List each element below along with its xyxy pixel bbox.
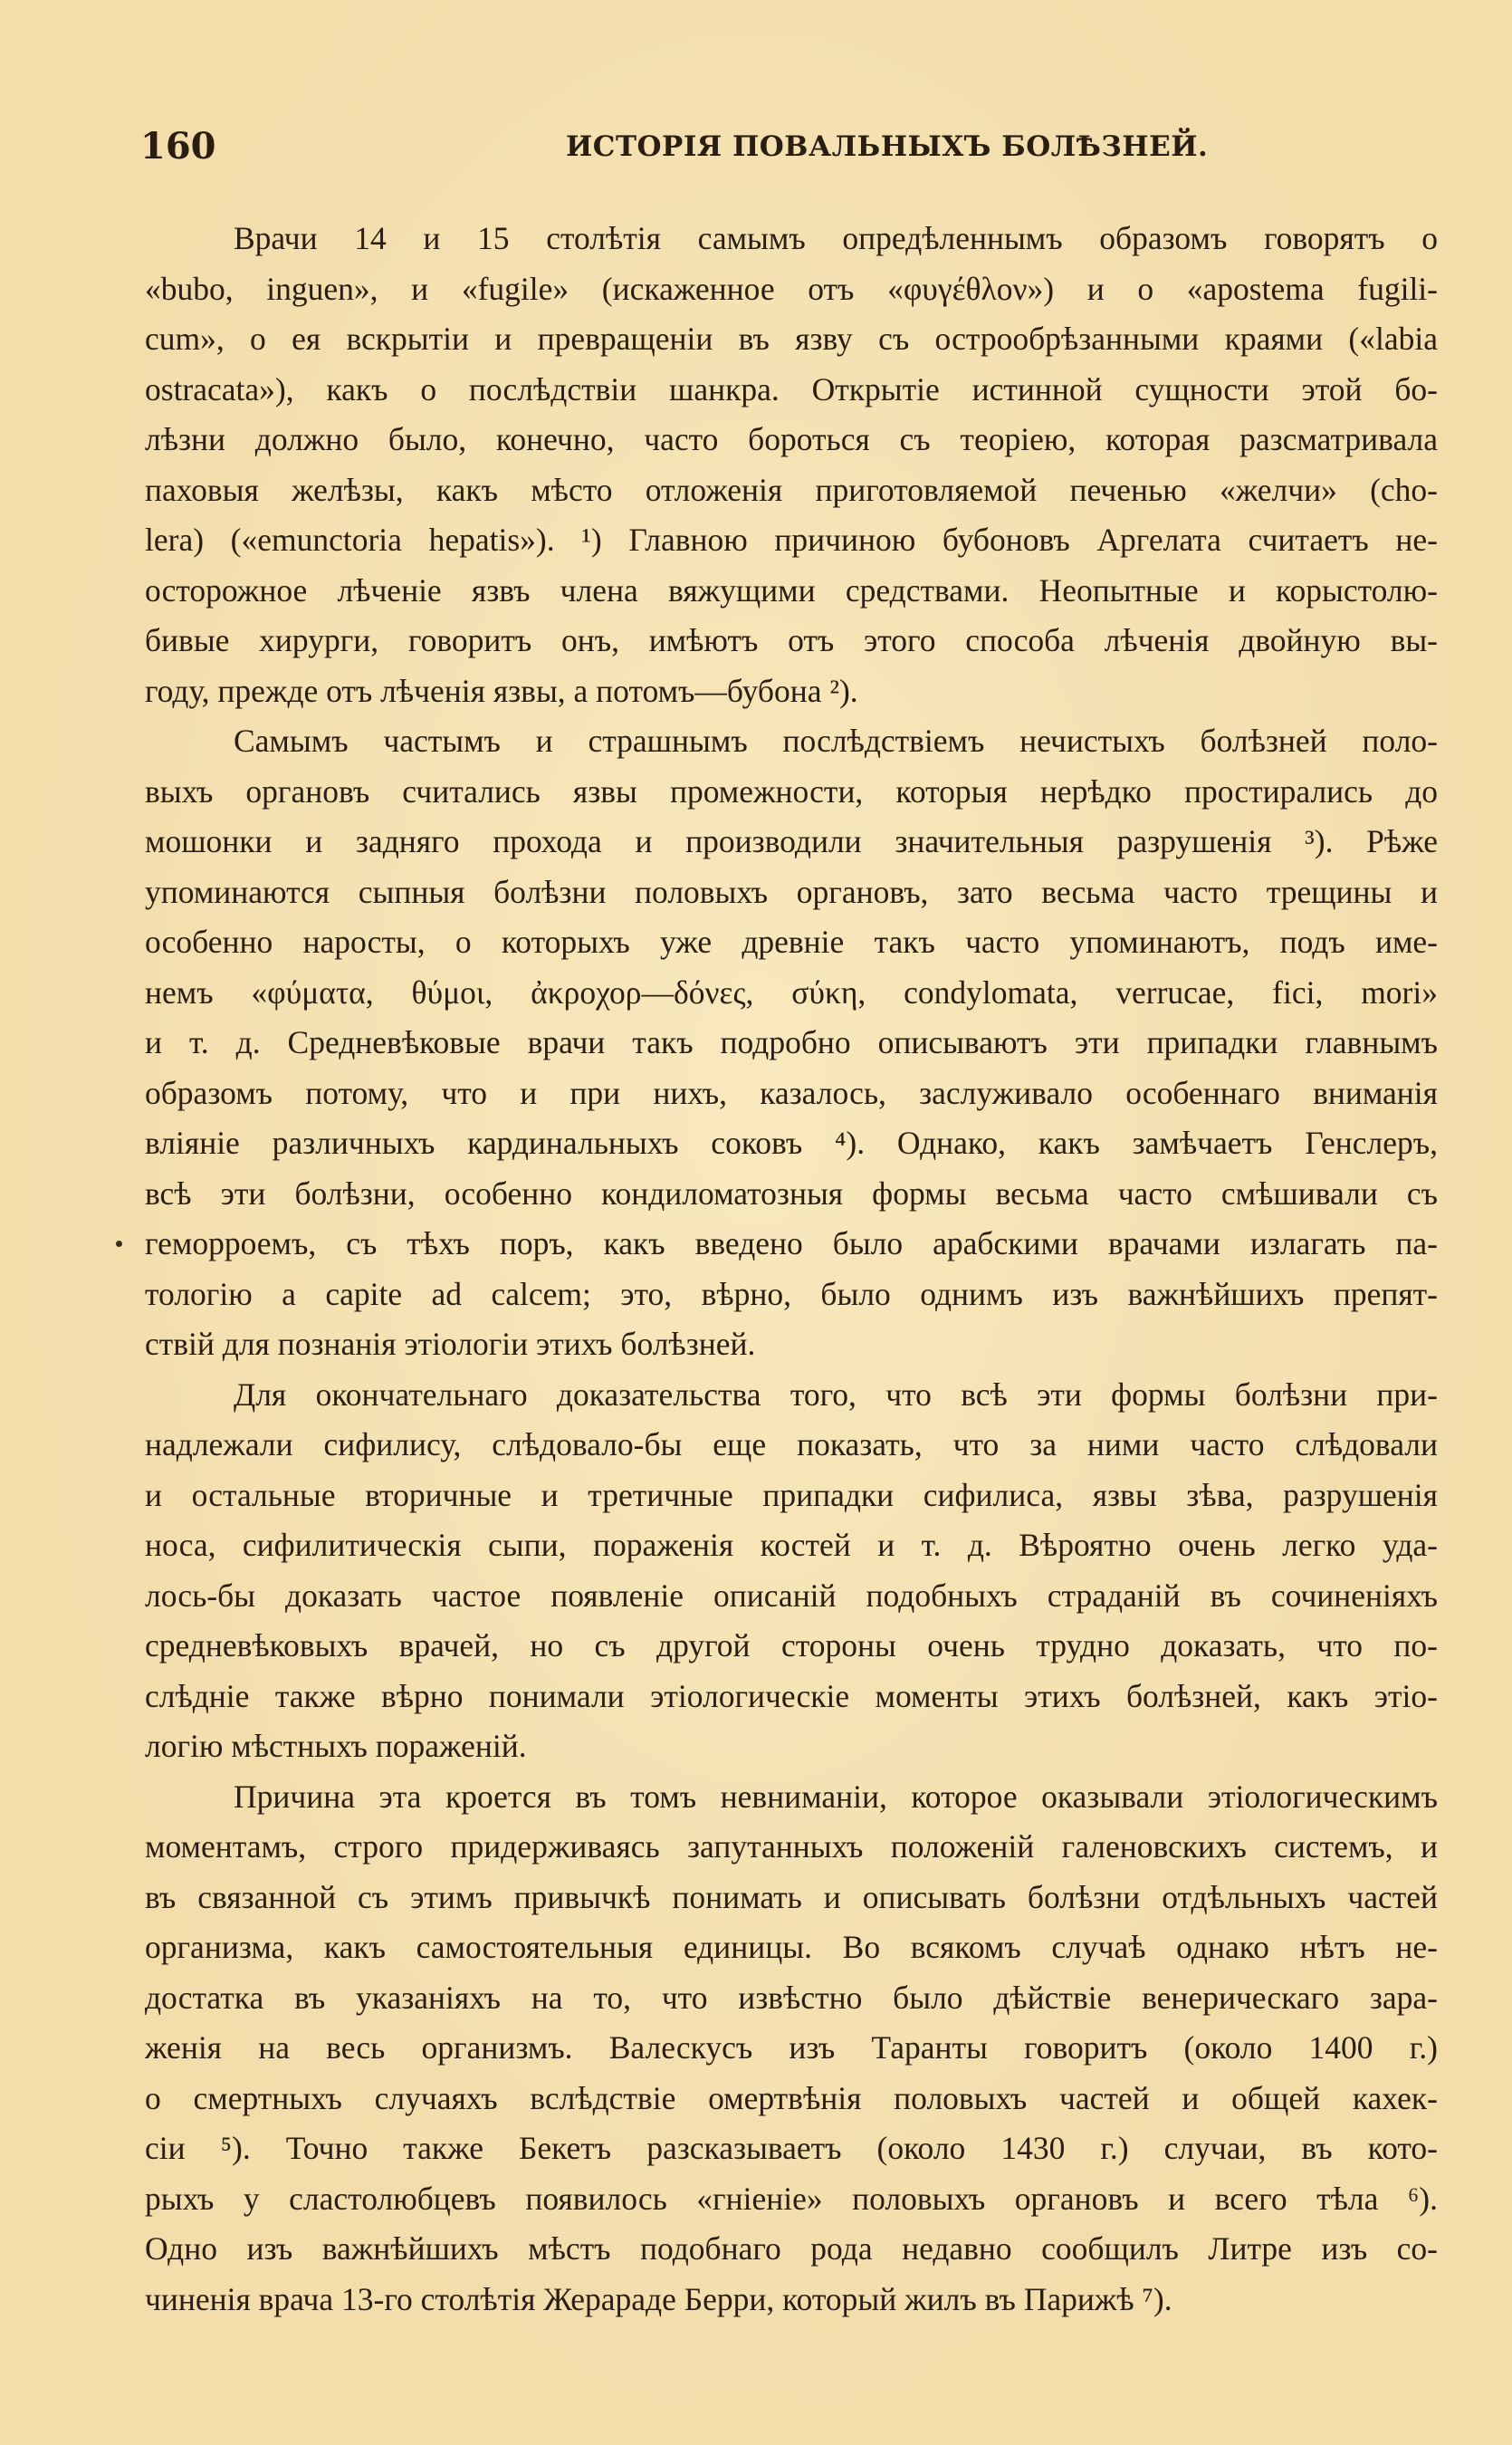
page-header [140,125,1453,179]
text-line: осторожное лѣченіе язвъ члена вяжущими средствами. Неопытные и корыстолю- [145,571,1438,609]
text-line: мошонки и задняго прохода и производили значительныя разрушенія ³). Рѣже [145,823,1438,859]
text-line: всѣ эти болѣзни, особенно кондиломатозныя формы весьма часто смѣшивали съ [145,1175,1438,1212]
text-line: Врачи 14 и 15 столѣтія самымъ опредѣленнымъ образомъ говорятъ о [234,220,1438,256]
text-line: немъ «φύματα, θύμοι, ἀκροχορ—δόνες, σύκη, condylomata, verrucae, fici, mori» [145,973,1438,1011]
text-line: носа, сифилитическія сыпи, пораженія костей и т. д. Вѣроятно очень легко уда- [145,1527,1438,1563]
page-number: 160 [140,125,216,168]
text-line: рыхъ у сластолюбцевъ появилось «гніеніе» половыхъ органовъ и всего тѣла ⁶). [145,2180,1438,2217]
paragraph [145,214,1438,716]
text-line: году, прежде отъ лѣченія язвы, а потомъ—бубона ²). [145,672,858,709]
text-line: вліяніе различныхъ кардинальныхъ соковъ ⁴). Однако, какъ замѣчаетъ Генслеръ, [145,1125,1438,1161]
text-line: геморроемъ, съ тѣхъ поръ, какъ введено было арабскими врачами излагать па- [145,1225,1438,1261]
text-line: слѣдніе также вѣрно понимали этіологическіе моменты этихъ болѣзней, какъ этіо- [145,1677,1438,1714]
text-line: Одно изъ важнѣйшихъ мѣстъ подобнаго рода недавно сообщилъ Литре изъ со- [145,2230,1438,2267]
text-line: въ связанной съ этимъ привычкѣ понимать и описывать болѣзни отдѣльныхъ частей [145,1878,1438,1915]
paragraph [145,1370,1438,1772]
text-line: средневѣковыхъ врачей, но съ другой стороны очень трудно доказать, что по- [145,1627,1438,1664]
running-title: ИСТОРІЯ ПОВАЛЬНЫХЪ БОЛѢЗНЕЙ. [566,130,1209,163]
text-line: лось-бы доказать частое появленіе описаній подобныхъ страданій въ сочиненіяхъ [145,1577,1438,1614]
text-line: особенно наросты, о которыхъ уже древніе такъ часто упоминаютъ, подъ име- [145,924,1438,960]
text-line: лѣзни должно было, конечно, часто бороться съ теоріею, которая разсматривала [145,421,1438,457]
text-line: упоминаются сыпныя болѣзни половыхъ органовъ, зато весьма часто трещины и [145,873,1438,910]
text-line: образомъ потому, что и при нихъ, казалось, заслуживало особеннаго вниманія [145,1074,1438,1111]
paragraph [145,1772,1438,2325]
text-line: женія на весь организмъ. Валескусъ изъ Таранты говоритъ (около 1400 г.) [145,2029,1438,2066]
text-line: достатка въ указаніяхъ на то, что извѣстно было дѣйствіе венерическаго зара- [145,1979,1438,2016]
text-line: выхъ органовъ считались язвы промежности, которыя нерѣдко простирались до [145,772,1438,810]
text-line: Самымъ частымъ и страшнымъ послѣдствіемъ нечистыхъ болѣзней поло- [234,723,1438,759]
text-line: бивые хирурги, говоритъ онъ, имѣютъ отъ этого способа лѣченія двойную вы- [145,622,1438,658]
margin-mark [116,1241,122,1247]
text-line: Для окончательнаго доказательства того, что всѣ эти формы болѣзни при- [234,1376,1438,1413]
text-line: паховыя желѣзы, какъ мѣсто отложенія приготовляемой печенью «желчи» (cho- [145,471,1438,508]
text-line: надлежали сифилису, слѣдовало-бы еще показать, что за ними часто слѣдовали [145,1426,1438,1462]
text-line: «bubo, inguen», и «fugile» (искаженное отъ «φυγέθλον») и о «apostema fugili- [145,270,1438,307]
text-line: организма, какъ самостоятельныя единицы. Во всякомъ случаѣ однако нѣтъ не- [145,1929,1438,1965]
text-line: и остальные вторичные и третичные припадки сифилиса, язвы зѣва, разрушенія [145,1476,1438,1513]
text-line: чиненія врача 13-го столѣтія Жерараде Берри, который жилъ въ Парижѣ ⁷). [145,2280,1172,2317]
paragraph [145,716,1438,1370]
text-line: сіи ⁵). Точно также Бекетъ разсказываетъ (около 1430 г.) случаи, въ кото- [145,2130,1438,2166]
text-line: о смертныхъ случаяхъ вслѣдствіе омертвѣнія половыхъ частей и общей кахек- [145,2079,1438,2116]
text-line: логію мѣстныхъ пораженій. [145,1728,527,1764]
body-text [145,214,1438,2325]
text-line: моментамъ, строго придерживаясь запутанныхъ положеній галеновскихъ системъ, и [145,1828,1438,1865]
text-line: ствій для познанія этіологіи этихъ болѣзней. [145,1326,756,1362]
text-line: cum», о ея вскрытіи и превращеніи въ язву съ острообрѣзанными краями («labia [145,321,1438,357]
text-line: Причина эта кроется въ томъ невниманіи, которое оказывали этіологическимъ [234,1778,1438,1815]
text-line: lera) («emunctoria hepatis»). ¹) Главною причиною бубоновъ Аргелата считаетъ не- [145,522,1438,558]
text-line: и т. д. Средневѣковые врачи такъ подробно описываютъ эти припадки главнымъ [145,1024,1438,1060]
text-line: ostracata»), какъ о послѣдствіи шанкра. Открытіе истинной сущности этой бо- [145,370,1438,408]
text-line: тологію a capite ad calcem; это, вѣрно, было однимъ изъ важнѣйшихъ препят- [145,1275,1438,1312]
